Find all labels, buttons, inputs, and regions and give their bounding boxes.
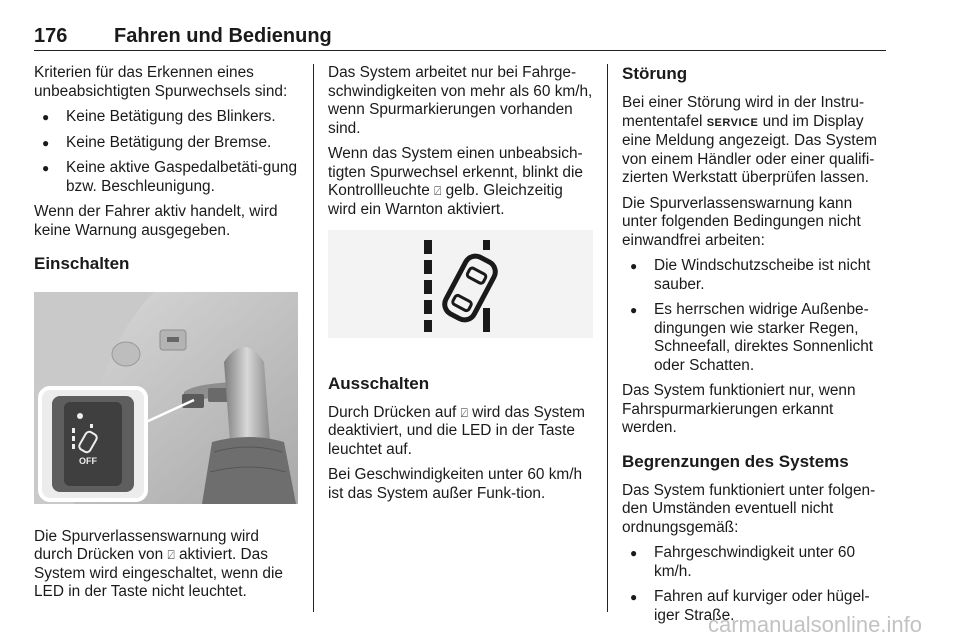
lane-departure-icon: ⍁ xyxy=(167,548,175,562)
column-2 xyxy=(328,64,593,510)
lane-departure-warning-icon xyxy=(328,230,593,338)
list-item: ● Es herrschen widrige Außenbe-dingungen wie starker Regen, Schneefall, direktes Sonnenlicht oder Schatten. xyxy=(622,301,888,375)
page-title: Fahren und Bedienung xyxy=(114,25,332,47)
column-divider xyxy=(313,64,314,612)
page-number: 176 xyxy=(34,25,68,47)
speed-text: Das System arbeitet nur bei Fahrge-schwindigkeiten von mehr als 60 km/h, wenn Spurmarkierungen vorhanden sind. xyxy=(328,64,593,137)
button-photo xyxy=(34,292,298,504)
conditions-list xyxy=(622,257,888,375)
lane-departure-icon: ⍁ xyxy=(434,184,442,198)
markings-text: Das System funktioniert nur, wenn Fahrspurmarkierungen erkannt werden. xyxy=(622,382,856,436)
page-header xyxy=(34,22,886,51)
lane-departure-icon: ⍁ xyxy=(460,405,468,420)
list-item: ● Keine aktive Gaspedalbetäti-gung bzw. Beschleunigung. xyxy=(34,159,300,196)
column-divider xyxy=(607,64,608,612)
criteria-intro: Kriterien für das Erkennen eines unbeabsichtigten Spurwechsels sind: xyxy=(34,64,288,100)
detect-text: Wenn das System einen unbeabsich-tigten Spurwechsel erkennt, blinkt die Kontrollleuchte ⍁ gelb. Gleichzeitig wird ein Warnton aktiviert. xyxy=(328,145,583,218)
list-item: ● Keine Betätigung der Bremse. xyxy=(34,134,300,153)
list-item: ● Keine Betätigung des Blinkers. xyxy=(34,108,300,127)
criteria-list xyxy=(34,108,300,196)
deactivate-text: Durch Drücken auf ⍁ wird das System deaktiviert, und die LED in der Taste leuchtet auf. xyxy=(328,403,585,458)
column-3 xyxy=(622,64,888,632)
heading-ausschalten: Ausschalten xyxy=(328,373,430,393)
list-item: ● Die Windschutzscheibe ist nicht sauber. xyxy=(622,257,888,294)
heading-einschalten: Einschalten xyxy=(34,254,130,273)
column-1 xyxy=(34,64,300,609)
list-item: ● Fahren auf kurviger oder hügel-iger Straße. xyxy=(622,588,888,625)
activate-text: Die Spurverlassenswarnung wird durch Drücken von ⍁ aktiviert. Das System wird eingeschaltet, wenn die LED in der Taste nicht leuchtet. xyxy=(34,527,283,600)
limits-text: Das System funktioniert unter folgen-den Umständen eventuell nicht ordnungsgemäß: xyxy=(622,481,876,536)
heading-limits: Begrenzungen des Systems xyxy=(622,451,849,471)
watermark: carmanualsonline.info xyxy=(707,612,922,637)
list-item: ● Fahrgeschwindigkeit unter 60 km/h. xyxy=(622,544,888,581)
low-speed-text: Bei Geschwindigkeiten unter 60 km/h ist das System außer Funk-tion. xyxy=(328,466,583,502)
service-indicator: SERVICE xyxy=(706,116,759,129)
fault-text: Bei einer Störung wird in der Instru-mententafel SERVICE und im Display eine Meldung angezeigt. Das System von einem Händler oder einer qualifi-zierten Werkstatt überprüfen lassen. xyxy=(622,94,877,186)
heading-stoerung: Störung xyxy=(622,64,688,83)
no-warning-text: Wenn der Fahrer aktiv handelt, wird keine Warnung ausgegeben. xyxy=(34,203,278,239)
off-label: OFF xyxy=(79,456,97,466)
conditions-text: Die Spurverlassenswarnung kann unter folgenden Bedingungen nicht einwandfrei arbeiten: xyxy=(622,194,861,249)
